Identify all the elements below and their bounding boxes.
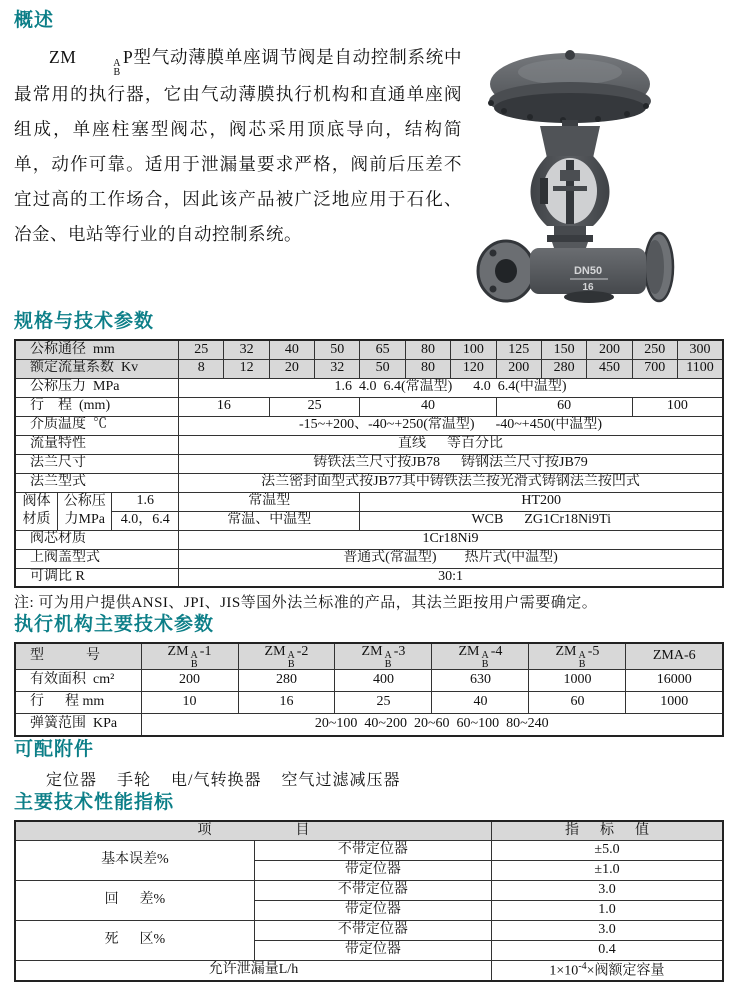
cell: 32 xyxy=(315,359,360,378)
cell: 16000 xyxy=(626,670,723,692)
cell: 20~100 40~200 20~60 60~100 80~240 xyxy=(141,714,723,736)
cell: 16 xyxy=(179,397,270,416)
cell: HT200 xyxy=(360,492,723,511)
row-label: 行 程 (mm) xyxy=(15,397,179,416)
cell: 1.6 4.0 6.4(常温型) 4.0 6.4(中温型) xyxy=(179,378,723,397)
performance-heading: 主要技术性能指标 xyxy=(14,791,175,813)
value-cell: 1.0 xyxy=(491,901,723,921)
cell: 700 xyxy=(632,359,677,378)
row-label: 型 号 xyxy=(15,643,141,670)
cell: 630 xyxy=(432,670,529,692)
row-nominal-pressure xyxy=(15,378,723,397)
yoke xyxy=(531,120,610,226)
model-ab-stack xyxy=(578,651,585,669)
leak-exponent: -4 xyxy=(578,961,587,972)
overview-section xyxy=(14,38,724,309)
model-cell xyxy=(238,643,335,670)
model-suffix: -3 xyxy=(393,644,406,659)
model-stack-bottom: B xyxy=(287,659,295,670)
group-label: 回 差% xyxy=(15,881,254,921)
condition-cell: 带定位器 xyxy=(254,941,491,961)
header-item: 项 目 xyxy=(15,821,491,841)
model-suffix: -5 xyxy=(587,644,600,659)
performance-table xyxy=(14,820,724,982)
row-flow-characteristic xyxy=(15,435,723,454)
model-cell: ZMA-6 xyxy=(626,643,723,670)
spec-table xyxy=(14,339,724,588)
model-ab-stack xyxy=(78,59,121,77)
model-ab-stack xyxy=(482,651,489,669)
accessories-list: 定位器 手轮 电/气转换器 空气过滤减压器 xyxy=(46,771,401,789)
model-suffix: -2 xyxy=(296,644,309,659)
cell: 60 xyxy=(529,692,626,714)
condition-cell: 不带定位器 xyxy=(254,841,491,861)
row-actuator-travel xyxy=(15,692,723,714)
model-suffix: -1 xyxy=(199,644,212,659)
row-label: 行 程 mm xyxy=(15,692,141,714)
cell: 50 xyxy=(360,359,405,378)
cell: 200 xyxy=(141,670,238,692)
value-cell: 3.0 xyxy=(491,881,723,901)
model-prefix: ZM xyxy=(361,644,383,659)
actuator-heading: 执行机构主要技术参数 xyxy=(14,614,215,635)
cell: 1100 xyxy=(677,359,723,378)
model-stack-top: A xyxy=(190,650,198,661)
cell: 300 xyxy=(677,340,723,359)
model-stack-bottom: B xyxy=(190,659,198,670)
row-spring-range xyxy=(15,714,723,736)
model-stack-top: A xyxy=(578,650,586,661)
valve-stem xyxy=(566,160,574,224)
model-stack-top: A xyxy=(113,58,121,69)
cell: 直线 等百分比 xyxy=(179,435,723,454)
row-body-material-1 xyxy=(15,492,723,511)
row-label: 阀芯材质 xyxy=(15,530,179,549)
body-material-label: 阀体材质 xyxy=(15,492,57,530)
cell: 普通式(常温型) 热片式(中温型) xyxy=(179,549,723,568)
cell: 40 xyxy=(269,340,314,359)
row-label: 公称通径 mm xyxy=(15,340,179,359)
cell: 120 xyxy=(451,359,496,378)
cell: 12 xyxy=(224,359,269,378)
model-stack-bottom: B xyxy=(384,659,392,670)
row-travel xyxy=(15,397,723,416)
cell: 60 xyxy=(496,397,632,416)
cell: 20 xyxy=(269,359,314,378)
model-prefix: ZM xyxy=(555,644,577,659)
value-cell: ±1.0 xyxy=(491,861,723,881)
row-label: 可调比 R xyxy=(15,568,179,587)
cell: 常温、中温型 xyxy=(179,511,360,530)
valve-pn-label: 16 xyxy=(582,282,594,293)
model-stack-top: A xyxy=(384,650,392,661)
cell: 80 xyxy=(405,359,450,378)
row-label: 弹簧范围 KPa xyxy=(15,714,141,736)
cell: 8 xyxy=(179,359,224,378)
cell: 65 xyxy=(360,340,405,359)
cell: 400 xyxy=(335,670,432,692)
cell: 25 xyxy=(335,692,432,714)
cell: 4.0，6.4 xyxy=(112,511,179,530)
row-label: 上阀盖型式 xyxy=(15,549,179,568)
model-cell xyxy=(529,643,626,670)
cell: 1000 xyxy=(529,670,626,692)
leak-value xyxy=(491,961,723,981)
cell: 32 xyxy=(224,340,269,359)
cell: 80 xyxy=(405,340,450,359)
row-label: 额定流量系数 Kv xyxy=(15,359,179,378)
flange-note: 注: 可为用户提供ANSI、JPI、JIS等国外法兰标准的产品，其法兰距按用户需要确定。 xyxy=(14,595,598,611)
row-basic-error-1 xyxy=(15,841,723,861)
model-stack-bottom: B xyxy=(578,659,586,670)
value-cell: 0.4 xyxy=(491,941,723,961)
model-cell xyxy=(141,643,238,670)
model-ab-stack xyxy=(385,651,392,669)
row-plug-material xyxy=(15,530,723,549)
model-ab-stack xyxy=(191,651,198,669)
overview-paragraph xyxy=(14,40,462,252)
valve-size-label: DN50 xyxy=(573,265,603,277)
cell: 铸铁法兰尺寸按JB78 铸钢法兰尺寸按JB79 xyxy=(179,454,723,473)
condition-cell: 带定位器 xyxy=(254,861,491,881)
valve-photo xyxy=(462,40,724,309)
row-label: 介质温度 ℃ xyxy=(15,416,179,435)
row-flow-coefficient xyxy=(15,359,723,378)
row-model xyxy=(15,643,723,670)
row-rangeability xyxy=(15,568,723,587)
row-hysteresis-1 xyxy=(15,881,723,901)
row-deadband-1 xyxy=(15,921,723,941)
cell: 250 xyxy=(632,340,677,359)
condition-cell: 不带定位器 xyxy=(254,881,491,901)
actuator-dome xyxy=(488,50,651,123)
leak-tail: ×阀额定容量 xyxy=(586,963,665,979)
row-label: 流量特性 xyxy=(15,435,179,454)
row-flange-size xyxy=(15,454,723,473)
model-prefix: ZM xyxy=(167,644,189,659)
condition-cell: 带定位器 xyxy=(254,901,491,921)
row-effective-area xyxy=(15,670,723,692)
cell: WCB ZG1Cr18Ni9Ti xyxy=(360,511,723,530)
overview-heading: 概述 xyxy=(14,10,55,31)
cell: 常温型 xyxy=(179,492,360,511)
value-cell: ±5.0 xyxy=(491,841,723,861)
cell: 50 xyxy=(315,340,360,359)
model-stack-bottom: B xyxy=(113,67,121,78)
value-cell: 3.0 xyxy=(491,921,723,941)
cell: 1Cr18Ni9 xyxy=(179,530,723,549)
leak-label: 允许泄漏量L/h xyxy=(15,961,491,981)
cell: 280 xyxy=(238,670,335,692)
row-perf-header xyxy=(15,821,723,841)
pressure-sublabel: 公称压力MPa xyxy=(57,492,112,530)
cell: 200 xyxy=(587,340,632,359)
cell: 100 xyxy=(632,397,723,416)
row-flange-type xyxy=(15,473,723,492)
cell: 125 xyxy=(496,340,541,359)
row-nominal-diameter xyxy=(15,340,723,359)
cell: 16 xyxy=(238,692,335,714)
cell: 100 xyxy=(451,340,496,359)
row-body-material-2 xyxy=(15,511,723,530)
row-label: 法兰尺寸 xyxy=(15,454,179,473)
overview-body-text: P型气动薄膜单座调节阀是自动控制系统中最常用的执行器，它由气动薄膜执行机构和直通单座阀组成，单座柱塞型阀芯，阀芯采用顶底导向，结构简单，动作可靠。适用于泄漏量要求严格，阀前后压差不宜过高的工作场合，因此该产品被广泛地应用于石化、冶金、电站等行业的自动控制系统。 xyxy=(14,47,462,244)
cell: 法兰密封面型式按JB77其中铸铁法兰按光滑式铸钢法兰按凹式 xyxy=(179,473,723,492)
row-label: 公称压力 MPa xyxy=(15,378,179,397)
row-label: 法兰型式 xyxy=(15,473,179,492)
model-prefix: ZM xyxy=(264,644,286,659)
accessories-heading: 可配附件 xyxy=(14,738,95,760)
model-cell xyxy=(432,643,529,670)
row-medium-temperature xyxy=(15,416,723,435)
model-ab-stack xyxy=(288,651,295,669)
cell: 40 xyxy=(360,397,496,416)
group-label: 基本误差% xyxy=(15,841,254,881)
model-prefix: ZM xyxy=(458,644,480,659)
cell: 1000 xyxy=(626,692,723,714)
cell: 25 xyxy=(179,340,224,359)
model-stack-bottom: B xyxy=(481,659,489,670)
spec-heading: 规格与技术参数 xyxy=(14,311,155,332)
model-prefix: ZM xyxy=(49,47,77,67)
row-leakage xyxy=(15,961,723,981)
cell: 200 xyxy=(496,359,541,378)
cell: 280 xyxy=(541,359,586,378)
leak-base: 1×10 xyxy=(549,963,579,979)
model-stack-top: A xyxy=(481,650,489,661)
cell: 25 xyxy=(269,397,360,416)
header-value: 指 标 值 xyxy=(491,821,723,841)
model-cell xyxy=(335,643,432,670)
model-stack-top: A xyxy=(287,650,295,661)
valve-illustration xyxy=(462,40,724,304)
cell: 30:1 xyxy=(179,568,723,587)
cell: 150 xyxy=(541,340,586,359)
condition-cell: 不带定位器 xyxy=(254,921,491,941)
cell: -15~+200、-40~+250(常温型) -40~+450(中温型) xyxy=(179,416,723,435)
travel-indicator xyxy=(553,186,587,191)
group-label: 死 区% xyxy=(15,921,254,961)
cell: 40 xyxy=(432,692,529,714)
actuator-table xyxy=(14,642,724,737)
cell: 10 xyxy=(141,692,238,714)
row-bonnet-type xyxy=(15,549,723,568)
model-suffix: -4 xyxy=(490,644,503,659)
cell: 1.6 xyxy=(112,492,179,511)
row-label: 有效面积 cm² xyxy=(15,670,141,692)
cell: 450 xyxy=(587,359,632,378)
